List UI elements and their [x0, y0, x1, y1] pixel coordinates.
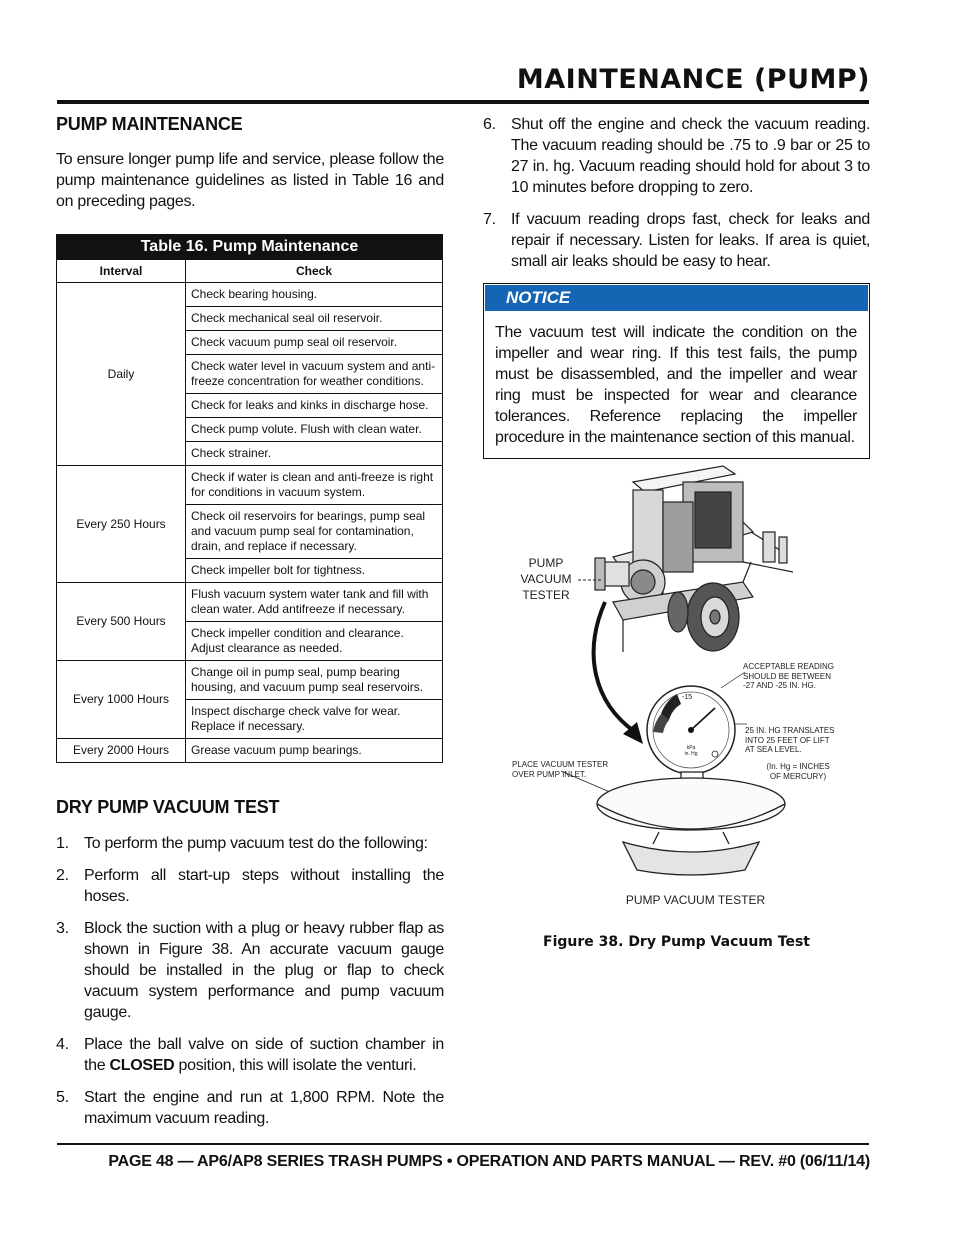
notice-box [483, 283, 870, 459]
check-cell: Check mechanical seal oil reservoir. [186, 307, 443, 331]
figure-caption: Figure 38. Dry Pump Vacuum Test [543, 934, 810, 950]
step-2 [56, 865, 444, 907]
dry-test-steps-right [483, 114, 870, 272]
step-4 [56, 1034, 444, 1076]
check-cell: Check strainer. [186, 442, 443, 466]
gauge-units: kPa in. Hg [684, 745, 698, 757]
table-header-row [57, 260, 443, 283]
table-row [57, 583, 443, 622]
table-row [57, 739, 443, 763]
step-text: If vacuum reading drops fast, check for leaks and repair if necessary. Listen for leaks. If area is quiet, small air leaks should be easy to hear. [511, 211, 870, 270]
label-pump-vacuum-tester: PUMP VACUUM TESTER [520, 556, 572, 602]
pump-maintenance-intro: To ensure longer pump life and service, please follow the pump maintenance guidelines as listed in Table 16 and on preceding pages. [56, 151, 444, 210]
table-title: Table 16. Pump Maintenance [56, 234, 443, 259]
label-translates: 25 IN. HG TRANSLATES INTO 25 FEET OF LIFT AT SEA LEVEL. [745, 726, 835, 754]
check-cell: Change oil in pump seal, pump bearing housing, and vacuum pump seal reservoirs. [186, 661, 443, 700]
check-cell: Check oil reservoirs for bearings, pump seal and vacuum pump seal for contamination, drain, and replace if necessary. [186, 505, 443, 559]
check-cell: Check for leaks and kinks in discharge hose. [186, 394, 443, 418]
interval-cell: Every 1000 Hours [57, 661, 186, 739]
step-1 [56, 833, 444, 854]
step-text: Start the engine and run at 1,800 RPM. Note the maximum vacuum reading. [84, 1089, 444, 1127]
title-rule [57, 100, 869, 104]
dry-test-steps-left [56, 833, 444, 1129]
interval-cell: Every 2000 Hours [57, 739, 186, 763]
step-text: Block the suction with a plug or heavy rubber flap as shown in Figure 38. An accurate vacuum gauge should be installed in the plug or flap to check vacuum system performance and pump vacuum gauge. [84, 920, 444, 1021]
page-title: MAINTENANCE (PUMP) [516, 64, 870, 95]
page-footer: PAGE 48 — AP6/AP8 SERIES TRASH PUMPS • OPERATION AND PARTS MANUAL — REV. #0 (06/11/14) [108, 1153, 870, 1170]
step-number: 5. [56, 1089, 69, 1106]
step-number: 3. [56, 920, 69, 937]
gauge-top-value: -15 [682, 694, 693, 701]
step-number: 2. [56, 867, 69, 884]
step-3 [56, 918, 444, 1023]
right-column [483, 114, 870, 459]
pump-vacuum-illustration [483, 462, 870, 922]
step-text: Perform all start-up steps without installing the hoses. [84, 867, 444, 905]
footer-rule [57, 1143, 869, 1145]
left-column [56, 114, 444, 1140]
table-row [57, 661, 443, 700]
pump-trailer-drawing [595, 466, 793, 652]
step-number: 1. [56, 835, 69, 852]
column-header-check: Check [186, 260, 443, 283]
step-6 [483, 114, 870, 198]
gauge-left-value: -25 [659, 733, 670, 740]
step-5 [56, 1087, 444, 1129]
notice-label: NOTICE [485, 285, 868, 311]
check-cell: Check bearing housing. [186, 283, 443, 307]
interval-cell: Daily [57, 283, 186, 466]
step-number: 7. [483, 211, 496, 228]
maintenance-table [56, 234, 443, 763]
dry-test-heading: DRY PUMP VACUUM TEST [56, 797, 280, 817]
check-cell: Check impeller condition and clearance. Adjust clearance as needed. [186, 622, 443, 661]
label-in-hg: (In. Hg = INCHES OF MERCURY) [766, 762, 830, 781]
table-row [57, 283, 443, 307]
curved-arrow-icon [594, 602, 635, 732]
label-place-tester: PLACE VACUUM TESTER OVER PUMP INLET. [512, 760, 609, 779]
table-row [57, 466, 443, 505]
table-body [57, 283, 443, 763]
notice-text: The vacuum test will indicate the condition on the impeller and wear ring. If this test fails, the pump must be disassembled, and the impeller and wear ring must be inspected for wear and clearance tolerances. Reference replacing the impeller procedure in the maintenance section of this manual. [495, 324, 857, 446]
interval-cell: Every 250 Hours [57, 466, 186, 583]
check-cell: Flush vacuum system water tank and fill with clean water. Add antifreeze if necessary. [186, 583, 443, 622]
step-text: To perform the pump vacuum test do the following: [84, 835, 428, 852]
step-text: Shut off the engine and check the vacuum reading. The vacuum reading should be .75 to .9 bar or 25 to 27 in. hg. Vacuum reading should hold for about 3 to 10 minutes before dropping to zero. [511, 116, 870, 196]
check-cell: Grease vacuum pump bearings. [186, 739, 443, 763]
pump-maintenance-heading: PUMP MAINTENANCE [56, 114, 243, 134]
step-number: 4. [56, 1036, 69, 1053]
label-pump-vacuum-tester-bottom: PUMP VACUUM TESTER [625, 893, 766, 907]
check-cell: Inspect discharge check valve for wear. Replace if necessary. [186, 700, 443, 739]
figure-38 [483, 462, 870, 922]
step-number: 6. [483, 116, 496, 133]
step-closed-emphasis: CLOSED [109, 1057, 175, 1074]
step-7 [483, 209, 870, 272]
step-text-after: position, this will isolate the venturi. [174, 1057, 417, 1074]
check-cell: Check impeller bolt for tightness. [186, 559, 443, 583]
check-cell: Check if water is clean and anti-freeze is right for conditions in vacuum system. [186, 466, 443, 505]
tester-stand-drawing [597, 772, 785, 875]
step-text: Place the ball valve on side of suction chamber in the [84, 1036, 444, 1074]
column-header-interval: Interval [57, 260, 186, 283]
check-cell: Check pump volute. Flush with clean water. [186, 418, 443, 442]
check-cell: Check vacuum pump seal oil reservoir. [186, 331, 443, 355]
interval-cell: Every 500 Hours [57, 583, 186, 661]
label-acceptable-reading: ACCEPTABLE READING SHOULD BE BETWEEN -27 AND -25 IN. HG. [743, 662, 834, 690]
check-cell: Check water level in vacuum system and anti-freeze concentration for weather conditions. [186, 355, 443, 394]
